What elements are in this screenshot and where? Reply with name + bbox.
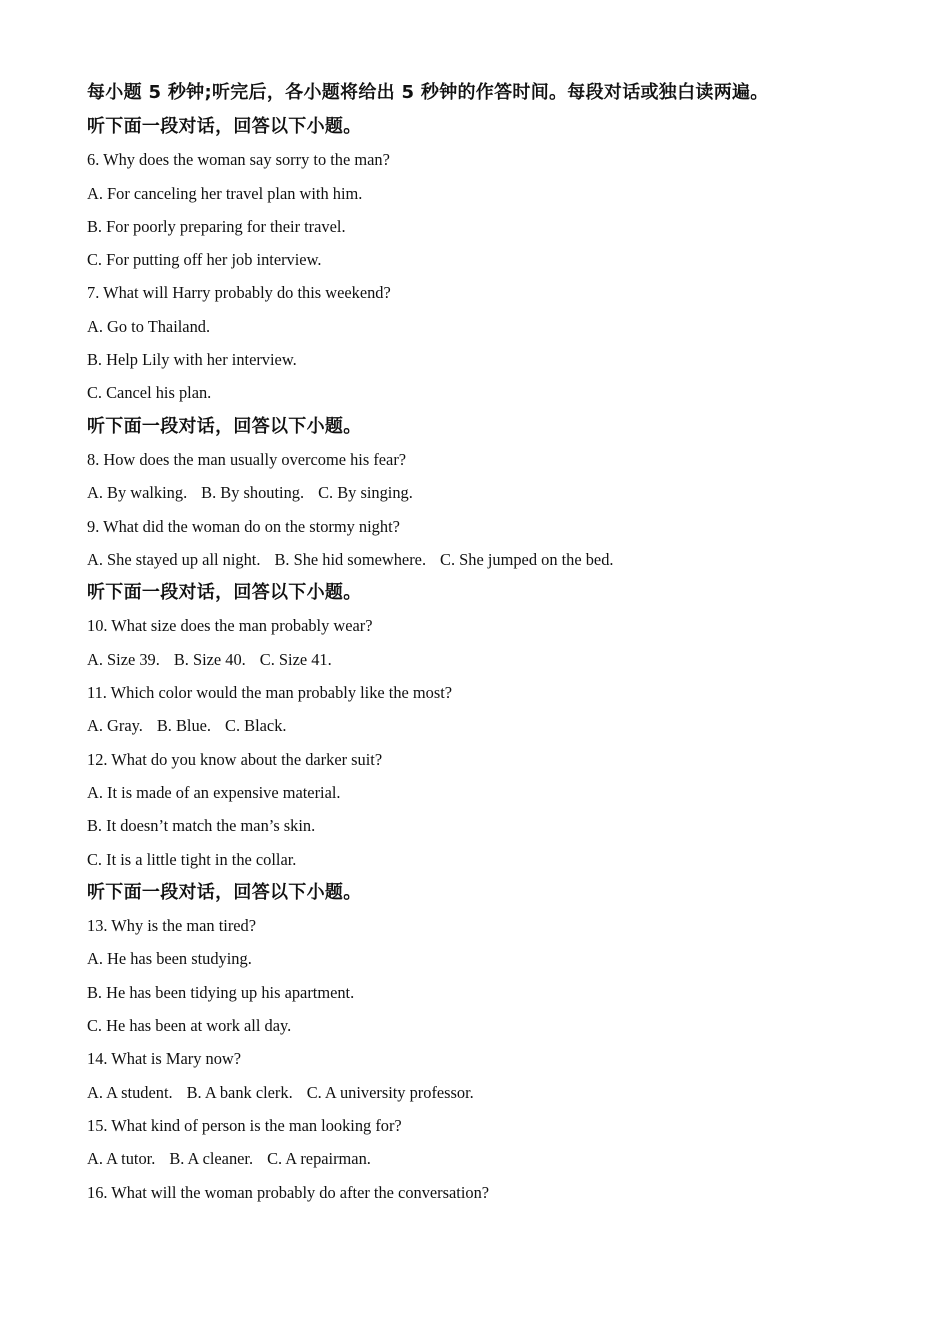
- question-8: 8. How does the man usually overcome his fear?: [87, 449, 407, 469]
- question-10-option-a: A. Size 39.: [87, 649, 160, 669]
- question-11-options: [87, 709, 887, 742]
- question-15-option-c: C. A repairman.: [267, 1149, 371, 1169]
- question-10: 10. What size does the man probably wear?: [87, 616, 373, 636]
- question-9: 9. What did the woman do on the stormy night?: [87, 516, 400, 536]
- question-15-option-a: A. A tutor.: [87, 1149, 156, 1169]
- question-14: 14. What is Mary now?: [87, 1049, 242, 1069]
- question-8-options: [87, 476, 887, 509]
- question-9-option-c: C. She jumped on the bed.: [440, 549, 614, 569]
- question-11-option-b: B. Blue.: [156, 716, 212, 736]
- question-8-option-b: B. By shouting.: [201, 483, 305, 503]
- question-9-options: [87, 543, 887, 576]
- question-15-options: [87, 1142, 887, 1175]
- question-14-options: [87, 1076, 887, 1109]
- section-heading-1: 听下面一段对话，回答以下小题。: [87, 116, 362, 137]
- question-14-option-a: A. A student.: [87, 1082, 173, 1102]
- question-13-option-b: B. He has been tidying up his apartment.: [87, 982, 355, 1002]
- section-heading-4: 听下面一段对话，回答以下小题。: [87, 881, 362, 903]
- question-11: 11. Which color would the man probably like the most?: [87, 683, 453, 703]
- question-16: 16. What will the woman probably do after the conversation?: [87, 1182, 490, 1202]
- question-13-option-a: A. He has been studying.: [87, 949, 252, 969]
- question-6-option-b: B. For poorly preparing for their travel.: [87, 216, 346, 236]
- question-6-option-c: C. For putting off her job interview.: [87, 250, 322, 270]
- question-12-option-b: B. It doesn’t match the man’s skin.: [87, 816, 316, 836]
- question-13: 13. Why is the man tired?: [87, 916, 257, 936]
- question-6-option-a: A. For canceling her travel plan with him.: [87, 183, 363, 203]
- question-12-option-c: C. It is a little tight in the collar.: [87, 849, 297, 869]
- question-10-options: [87, 643, 887, 676]
- question-10-option-b: B. Size 40.: [173, 649, 246, 669]
- question-9-option-a: A. She stayed up all night.: [87, 549, 261, 569]
- question-12-option-a: A. It is made of an expensive material.: [87, 782, 341, 802]
- question-7: 7. What will Harry probably do this weekend?: [87, 283, 391, 303]
- question-10-option-c: C. Size 41.: [259, 649, 332, 669]
- question-11-option-a: A. Gray.: [87, 716, 143, 736]
- question-12: 12. What do you know about the darker suit?: [87, 749, 383, 769]
- question-11-option-c: C. Black.: [225, 716, 287, 736]
- section-heading-2: 听下面一段对话，回答以下小题。: [87, 415, 362, 437]
- question-8-option-c: C. By singing.: [318, 483, 413, 503]
- question-8-option-a: A. By walking.: [87, 483, 188, 503]
- exam-page: [87, 76, 887, 1209]
- question-6: 6. Why does the woman say sorry to the man?: [87, 150, 390, 170]
- listening-instructions: 每小题 5 秒钟;听完后，各小题将给出 5 秒钟的作答时间。每段对话或独白读两遍。: [87, 82, 769, 103]
- question-7-option-b: B. Help Lily with her interview.: [87, 350, 297, 370]
- question-9-option-b: B. She hid somewhere.: [274, 549, 427, 569]
- question-14-option-b: B. A bank clerk.: [186, 1082, 293, 1102]
- question-14-option-c: C. A university professor.: [306, 1082, 474, 1102]
- question-15: 15. What kind of person is the man looking for?: [87, 1115, 402, 1135]
- question-13-option-c: C. He has been at work all day.: [87, 1016, 292, 1036]
- question-15-option-b: B. A cleaner.: [169, 1149, 254, 1169]
- question-7-option-c: C. Cancel his plan.: [87, 383, 212, 403]
- question-7-option-a: A. Go to Thailand.: [87, 316, 211, 336]
- section-heading-3: 听下面一段对话，回答以下小题。: [87, 582, 362, 604]
